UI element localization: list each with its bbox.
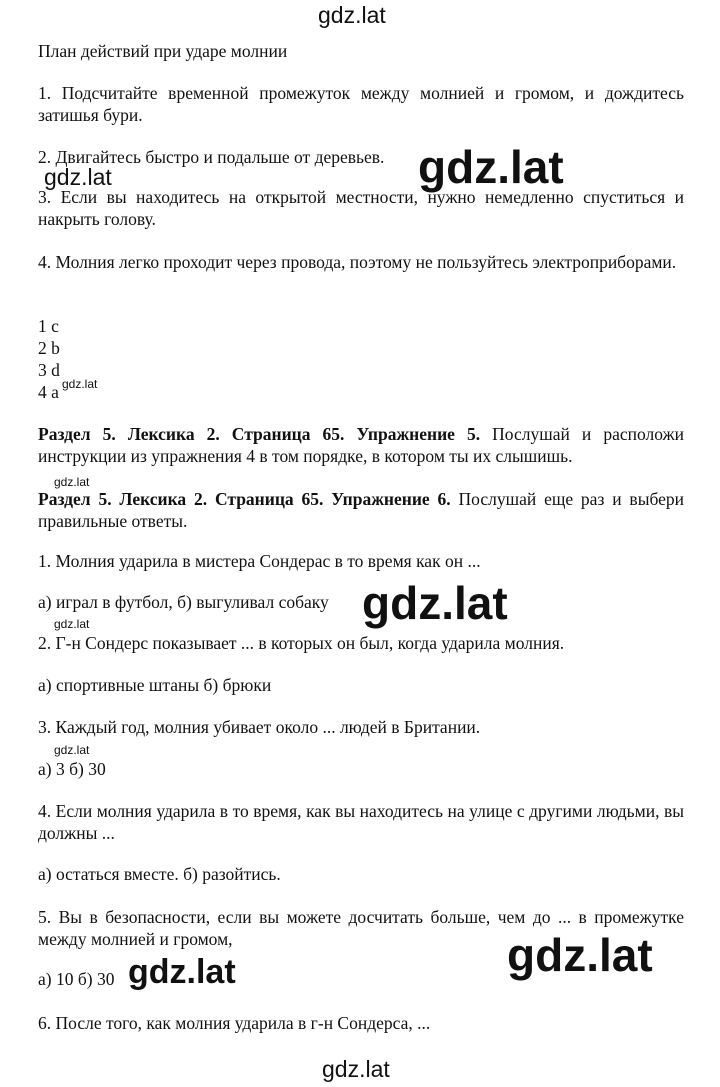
exercise-6-text: Послушай еще раз и выбери правильные ответы. (38, 489, 685, 531)
watermark-big-1: gdz.lat (418, 141, 564, 193)
question-6: 6. После того, как молния ударила в г-н Сондерса, ... (38, 1013, 431, 1033)
exercise-5-heading: Раздел 5. Лексика 2. Страница 65. Упражнение 5. (38, 424, 481, 444)
watermark-big-3: gdz.lat (507, 929, 653, 981)
exercise-5 (38, 423, 684, 467)
watermark-top: gdz.lat (318, 2, 386, 28)
plan-item-1: 1. Подсчитайте временной промежуток между молнией и громом, и дождитесь затишья бури. (38, 83, 684, 125)
exercise-5-text: Послушай и расположи инструкции из упражнения 4 в том порядке, в котором ты их слышишь. (38, 424, 684, 466)
plan-item-3: 3. Если вы находитесь на открытой местности, нужно немедленно спуститься и накрыть голову. (38, 187, 684, 229)
answer-options-5: а) 10 б) 30 (38, 969, 115, 989)
answer-options-4: а) остаться вместе. б) разойтись. (38, 864, 281, 884)
question-2: 2. Г-н Сондерс показывает ... в которых он был, когда ударила молния. (38, 633, 565, 653)
answer-options-1: а) играл в футбол, б) выгуливал собаку (38, 592, 329, 612)
watermark-small-3: gdz.lat (54, 617, 90, 631)
watermark-big-2: gdz.lat (362, 577, 508, 629)
answer-2: 2 b (38, 338, 60, 358)
watermark-tiny: gdz.lat (62, 377, 98, 391)
answer-3: 3 d (38, 360, 60, 380)
plan-title: План действий при ударе молнии (38, 41, 288, 61)
watermark-small-4: gdz.lat (54, 743, 90, 757)
plan-item-4: 4. Молния легко проходит через провода, поэтому не пользуйтесь электроприборами. (38, 252, 677, 272)
exercise-6 (38, 488, 684, 532)
question-1: 1. Молния ударила в мистера Сондерас в то время как он ... (38, 551, 481, 571)
question-5: 5. Вы в безопасности, если вы можете досчитать больше, чем до ... в промежутке между молнией и громом, (38, 907, 684, 949)
answer-1: 1 c (38, 316, 59, 336)
watermark-bottom: gdz.lat (322, 1056, 390, 1082)
question-3: 3. Каждый год, молния убивает около ... людей в Британии. (38, 717, 481, 737)
answer-options-3: а) 3 б) 30 (38, 759, 106, 779)
watermark-small-1: gdz.lat (44, 164, 112, 190)
answer-4: 4 a (38, 382, 59, 402)
exercise-6-heading: Раздел 5. Лексика 2. Страница 65. Упражнение 6. (38, 489, 451, 509)
plan-item-2: 2. Двигайтесь быстро и подальше от деревьев. (38, 147, 385, 167)
watermark-mid-1: gdz.lat (128, 953, 236, 991)
question-4: 4. Если молния ударила в то время, как вы находитесь на улице с другими людьми, вы должны ... (38, 801, 684, 843)
watermark-small-2: gdz.lat (54, 475, 90, 489)
answer-options-2: а) спортивные штаны б) брюки (38, 675, 272, 695)
